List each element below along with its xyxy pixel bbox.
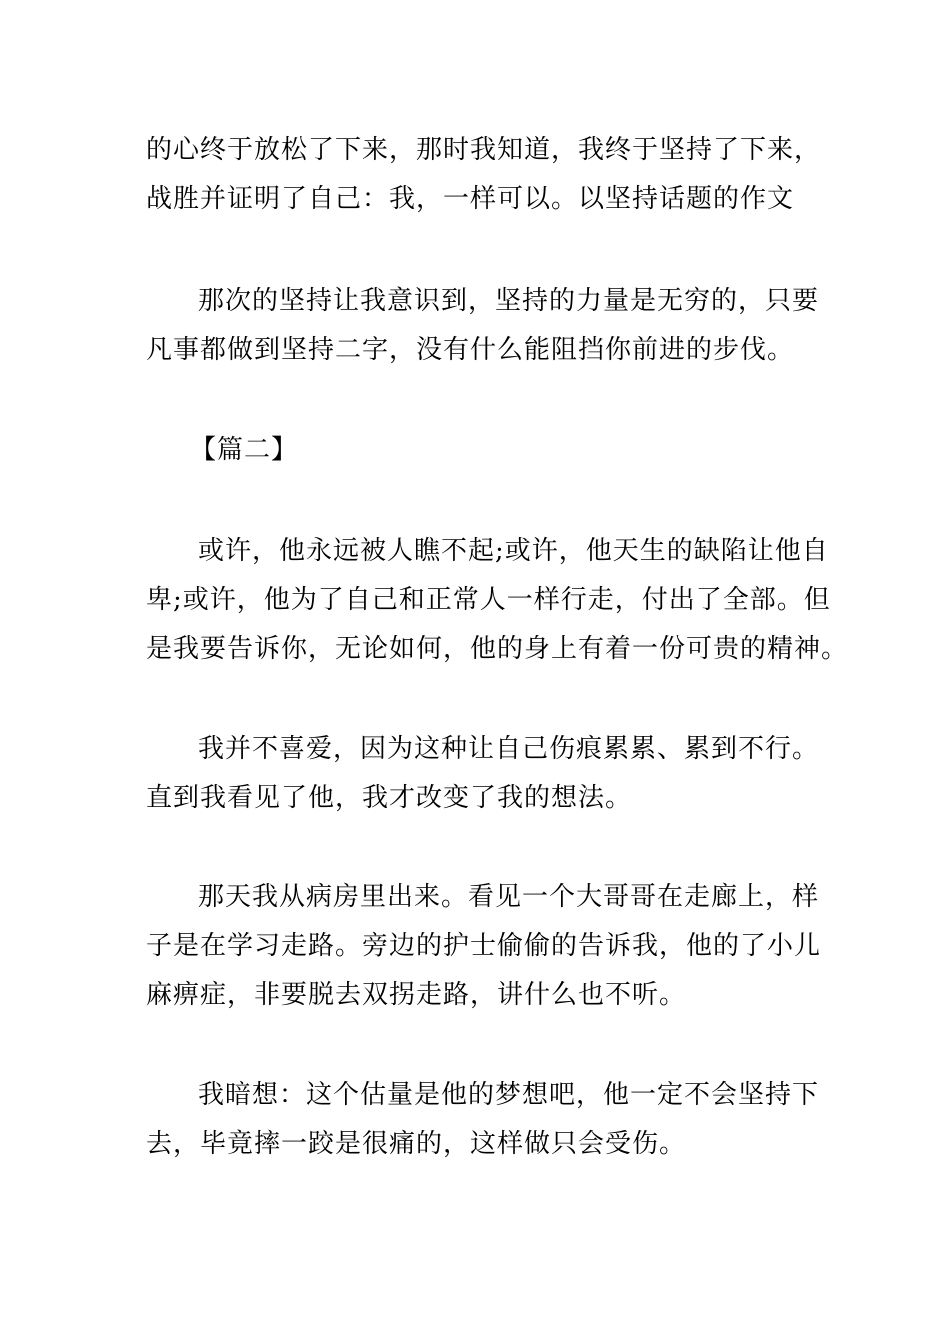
text-line: 直到我看见了他，我才改变了我的想法。 bbox=[146, 783, 633, 813]
text-line: 麻痹症，非要脱去双拐走路，讲什么也不听。 bbox=[146, 980, 687, 1010]
text-line: 战胜并证明了自己：我，一样可以。以坚持话题的作文 bbox=[146, 184, 795, 214]
paragraph-first-line: 那次的坚持让我意识到，坚持的力量是无穷的，只要 bbox=[198, 286, 820, 316]
paragraph-first-line: 我并不喜爱，因为这种让自己伤痕累累、累到不行。 bbox=[198, 734, 820, 764]
text-line: 是我要告诉你，无论如何，他的身上有着一份可贵的精神。 bbox=[146, 634, 849, 664]
paragraph-first-line: 或许，他永远被人瞧不起;或许，他天生的缺陷让他自 bbox=[198, 536, 829, 566]
paragraph-first-line: 我暗想：这个估量是他的梦想吧，他一定不会坚持下 bbox=[198, 1080, 820, 1110]
paragraph-first-line: 那天我从病房里出来。看见一个大哥哥在走廊上，样 bbox=[198, 882, 820, 912]
section-heading: 【篇二】 bbox=[190, 435, 299, 465]
text-line: 凡事都做到坚持二字，没有什么能阻挡你前进的步伐。 bbox=[146, 335, 795, 365]
text-line: 的心终于放松了下来，那时我知道，我终于坚持了下来， bbox=[146, 135, 822, 165]
text-line: 卑;或许，他为了自己和正常人一样行走，付出了全部。但 bbox=[146, 585, 831, 615]
text-line: 子是在学习走路。旁边的护士偷偷的告诉我，他的了小儿 bbox=[146, 931, 822, 961]
text-line: 去，毕竟摔一跤是很痛的，这样做只会受伤。 bbox=[146, 1129, 687, 1159]
